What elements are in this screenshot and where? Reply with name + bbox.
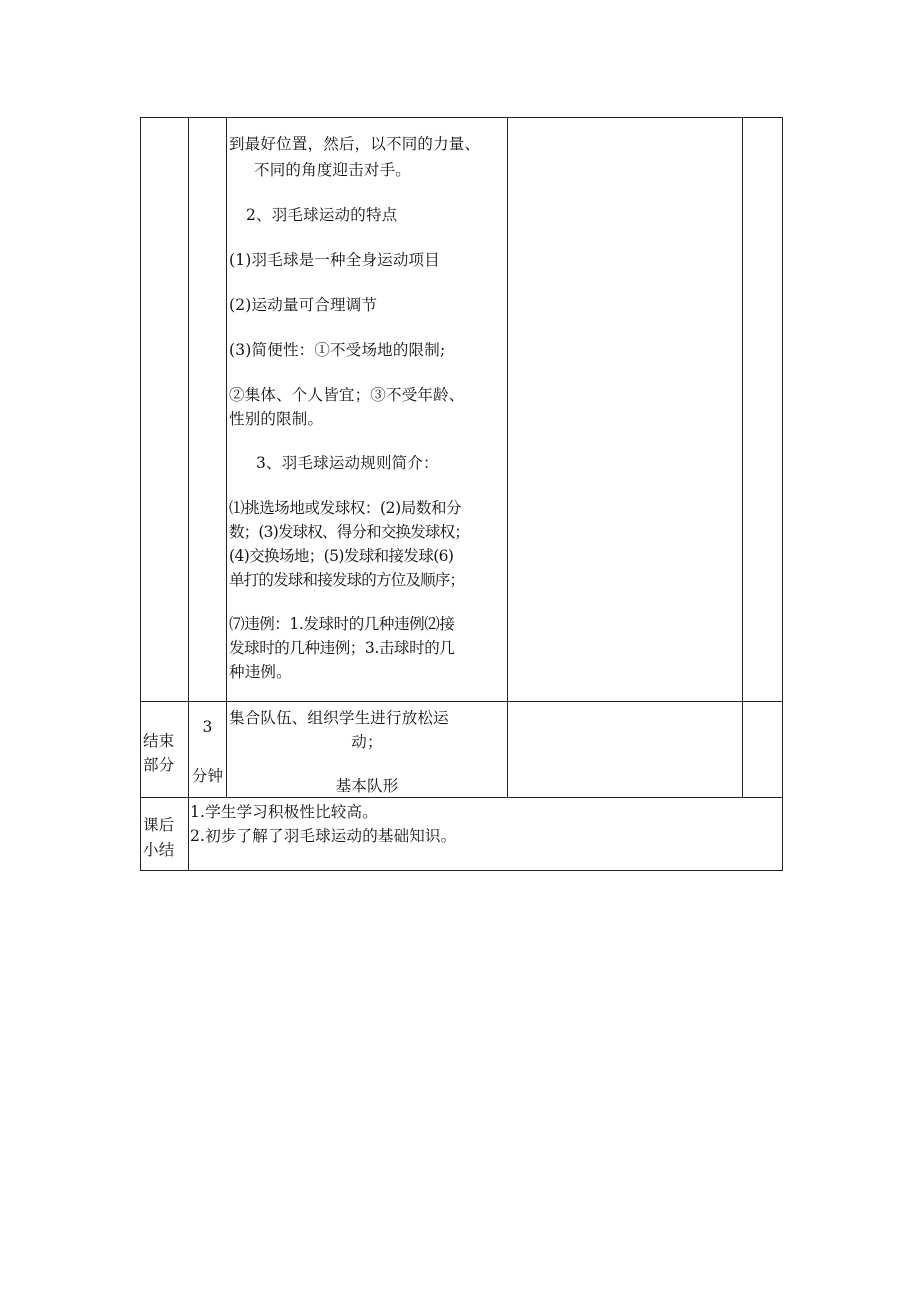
end-section-content-3: 基本队形 [335,777,399,795]
rules-line-4: 单打的发球和接发球的方位及顺序； [229,571,465,589]
table-bottom-border [140,870,783,871]
violations-line-2: 发球时的几种违例；3.击球时的几 [229,639,455,657]
col-divider-4 [742,117,743,797]
rules-line-3: (4)交换场地；(5)发球和接发球(6) [229,547,454,565]
feature-2: (2)运动量可合理调节 [229,296,378,314]
summary-item-1: 1.学生学习积极性比较高。 [190,803,378,821]
table-left-border [140,117,141,871]
end-section-content-1: 集合队伍、组织学生进行放松运 [229,709,449,727]
col-divider-2 [226,117,227,797]
content-line-1: 到最好位置，然后，以不同的力量、 [229,135,481,153]
col-divider-3 [507,117,508,797]
end-section-time-number: 3 [202,718,213,736]
rules-line-2: 数；(3)发球权、得分和交换发球权； [229,523,470,541]
feature-1: (1)羽毛球是一种全身运动项目 [229,251,440,269]
table-top-border [140,117,783,118]
content-line-2: 不同的角度迎击对手。 [254,161,412,179]
end-section-content-2: 动； [351,733,383,751]
feature-3-cont-2: 性别的限制。 [229,410,324,428]
summary-label-2: 小结 [143,841,175,859]
rules-line-1: ⑴挑选场地或发球权：(2)局数和分 [229,499,462,517]
col-divider-1 [188,117,189,871]
violations-line-1: ⑺违例：1.发球时的几种违例⑵接 [229,615,455,633]
section-heading-rules: 3、羽毛球运动规则简介： [256,454,439,472]
section-heading-features: 2、羽毛球运动的特点 [246,206,398,224]
summary-item-2: 2.初步了解了羽毛球运动的基础知识。 [190,827,457,845]
feature-3: (3)简便性：①不受场地的限制; [229,341,446,359]
feature-3-cont-1: ②集体、个人皆宜；③不受年龄、 [229,386,465,404]
end-section-label-1: 结束 [143,732,175,750]
row-divider-end [140,701,783,702]
table-right-border [782,117,783,871]
end-section-label-2: 部分 [143,756,175,774]
violations-line-3: 种违例。 [229,663,292,681]
summary-label-1: 课后 [143,816,175,834]
end-section-time-unit: 分钟 [191,767,224,785]
